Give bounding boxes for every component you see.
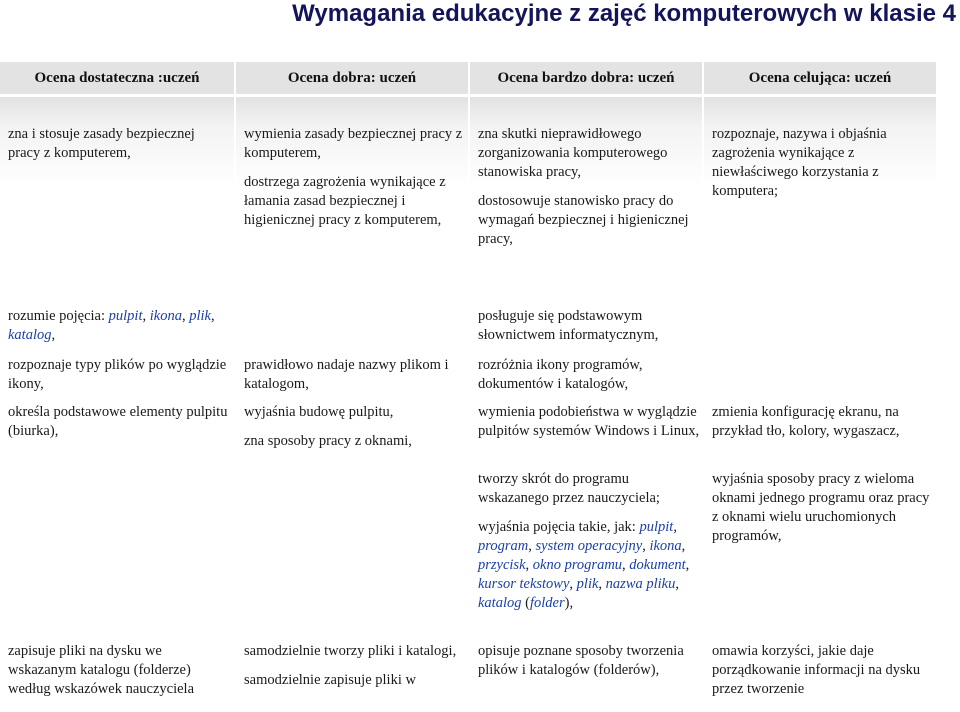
requirement-text: zapisuje pliki na dysku we wskazanym katalogu (folderze) według wskazówek nauczyciela (8, 643, 195, 697)
requirement-text: zmienia konfigurację ekranu, na przykład tło, kolory, wygaszacz, (712, 404, 900, 439)
requirement-text: zna i stosuje zasady bezpiecznej pracy z komputerem, (8, 126, 195, 161)
table-cell (478, 403, 700, 451)
requirement-text (478, 518, 700, 613)
text-part: ), (564, 595, 574, 611)
requirement-text: wyjaśnia sposoby pracy z wieloma oknami jednego programu oraz pracy z oknami wielu uruchomionych programów, (712, 471, 930, 544)
keyword: pulpit (639, 519, 674, 535)
table-cell (8, 403, 230, 451)
text-part: , (210, 308, 215, 324)
requirement-text: określa podstawowe elementy pulpitu (biurka), (8, 404, 228, 439)
table-cell (712, 403, 934, 451)
table-cell (8, 307, 230, 355)
text-part: , (598, 576, 606, 592)
requirement-text: tworzy skrót do programu wskazanego przez nauczyciela; (478, 471, 660, 506)
requirement-text: zna sposoby pracy z oknami, (244, 433, 412, 449)
text-part: ( (521, 595, 530, 611)
table-cell (712, 125, 934, 211)
keyword: kursor tekstowy (478, 576, 570, 592)
header-dobra: Ocena dobra: uczeń (236, 62, 468, 94)
keyword: folder (529, 595, 565, 611)
requirement-text: wymienia zasady bezpiecznej pracy z komputerem, (244, 126, 463, 161)
text-part: , (642, 538, 650, 554)
requirement-text: rozróżnia ikony programów, dokumentów i katalogów, (478, 357, 643, 392)
table-cell (478, 642, 700, 690)
keyword: program (478, 538, 529, 554)
requirement-text: opisuje poznane sposoby tworzenia plików i katalogów (folderów), (478, 643, 684, 678)
keyword: ikona (149, 308, 182, 324)
table-cell (244, 125, 466, 240)
requirement-text: prawidłowo nadaje nazwy plikom i katalogom, (244, 357, 449, 392)
text-part: , (569, 576, 577, 592)
text-part: , (675, 576, 679, 592)
text-part: , (142, 308, 150, 324)
keyword: plik (576, 576, 599, 592)
table-cell (8, 125, 230, 173)
table-cell (8, 642, 230, 709)
table-cell (244, 642, 466, 700)
text-part: , (525, 557, 533, 573)
text-part: , (528, 538, 536, 554)
table-cell (478, 356, 700, 404)
keyword: okno programu (532, 557, 623, 573)
requirement-text: rozpoznaje typy plików po wyglądzie ikony, (8, 357, 227, 392)
requirement-text (8, 307, 230, 345)
requirement-text: rozpoznaje, nazywa i objaśnia zagrożenia wynikające z niewłaściwego korzystania z komputera; (712, 126, 887, 199)
text-part: , (622, 557, 630, 573)
header-dostateczna: Ocena dostateczna :uczeń (0, 62, 234, 94)
table-cell (244, 403, 466, 461)
keyword: dokument (629, 557, 686, 573)
table-cell (478, 125, 700, 259)
header-celujaca: Ocena celująca: uczeń (704, 62, 936, 94)
keyword: katalog (478, 595, 522, 611)
keyword: plik (189, 308, 211, 324)
keyword: przycisk (478, 557, 526, 573)
requirement-text: omawia korzyści, jakie daje porządkowanie informacji na dysku przez tworzenie (712, 643, 921, 697)
requirement-text: posługuje się podstawowym słownictwem informatycznym, (478, 308, 659, 343)
header-bardzo-dobra: Ocena bardzo dobra: uczeń (470, 62, 702, 94)
table-cell (478, 470, 700, 623)
table-cell (8, 356, 230, 404)
keyword: pulpit (108, 308, 143, 324)
text-part: , (673, 519, 677, 535)
table-cell (712, 470, 934, 556)
text-part: , (51, 327, 56, 343)
text-part: wyjaśnia pojęcia takie, jak: (478, 519, 640, 535)
requirement-text: wyjaśnia budowę pulpitu, (244, 404, 394, 420)
table-cell (478, 307, 700, 355)
requirement-text: samodzielnie zapisuje pliki w (244, 672, 416, 688)
text-part: rozumie pojęcia: (8, 308, 109, 324)
keyword: katalog (8, 327, 52, 343)
text-part: , (181, 308, 190, 324)
keyword: system operacyjny (535, 538, 643, 554)
keyword: nazwa pliku (605, 576, 676, 592)
requirement-text: zna skutki nieprawidłowego zorganizowania komputerowego stanowiska pracy, (478, 126, 668, 180)
table-cell (244, 356, 466, 404)
text-part: , (681, 538, 686, 554)
page-title: Wymagania edukacyjne z zajęć komputerowych w klasie 4 (292, 0, 956, 27)
keyword: ikona (649, 538, 682, 554)
table-cell (712, 642, 934, 709)
requirement-text: samodzielnie tworzy pliki i katalogi, (244, 643, 457, 659)
requirement-text: dostrzega zagrożenia wynikające z łamania zasad bezpiecznej i higienicznej pracy z komputerem, (244, 174, 446, 228)
requirement-text: wymienia podobieństwa w wyglądzie pulpitów systemów Windows i Linux, (478, 404, 700, 439)
requirement-text: dostosowuje stanowisko pracy do wymagań bezpiecznej i higienicznej pracy, (478, 193, 689, 247)
text-part: , (685, 557, 690, 573)
